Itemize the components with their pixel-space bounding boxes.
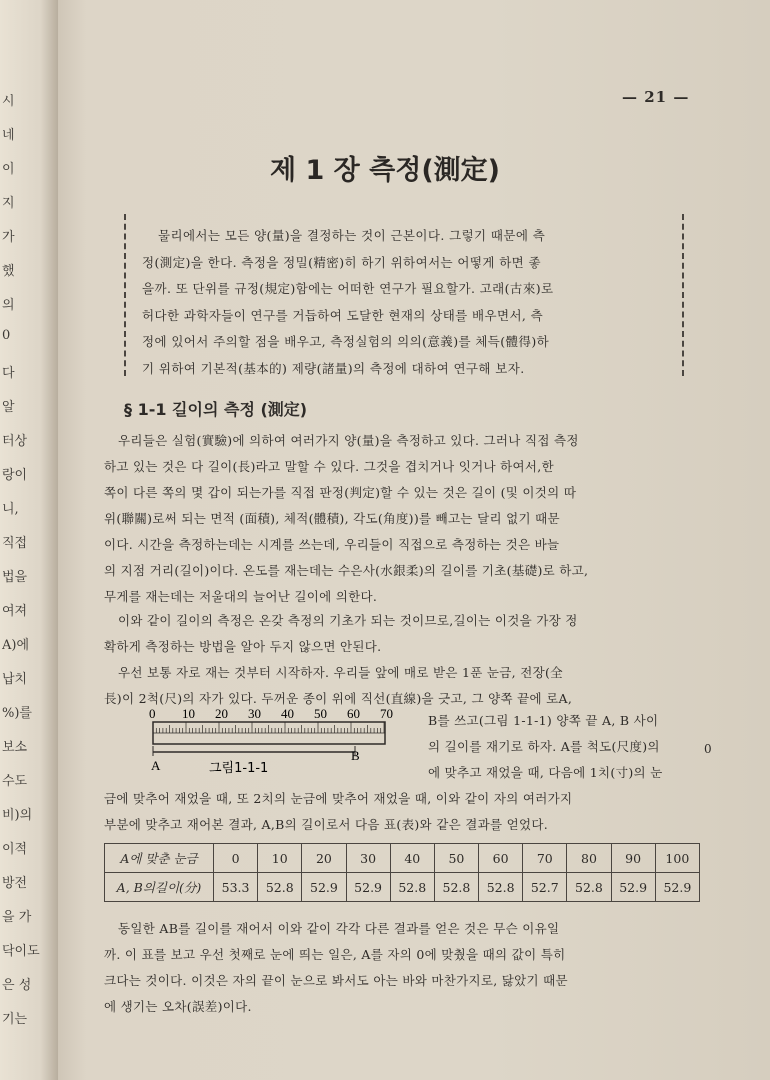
- section-heading: § 1-1 길이의 측정 (測定): [124, 400, 308, 419]
- text-line: 확하게 측정하는 방법을 알아 두지 않으면 안된다.: [104, 639, 382, 654]
- text-line: 의 지점 거리(길이)이다. 온도를 재는데는 수은사(水銀柔)의 길이를 기초(基礎)로 하고,: [104, 563, 589, 578]
- table-cell: 70: [523, 844, 567, 873]
- paragraph-3-right: [428, 708, 710, 786]
- ruler-ticks: [153, 722, 384, 733]
- spine-text: 다: [2, 366, 15, 381]
- text-line: 까. 이 표를 보고 우선 첫째로 눈에 띄는 일은, A를 자의 0에 맞췄을 때의 값이 특히: [104, 947, 566, 962]
- spine-text: 기는: [2, 1012, 28, 1027]
- spine-text: 터상: [2, 434, 28, 449]
- text-line: 우선 보통 자로 재는 것부터 시작하자. 우리들 앞에 매로 받은 1푼 눈금, 전장(全: [118, 665, 563, 680]
- spine-text: 의: [2, 298, 15, 313]
- page-number: — 21 —: [622, 88, 690, 106]
- spine-text: %)를: [2, 706, 32, 721]
- spine-text: 닥이도: [2, 944, 40, 959]
- spine-text: 가: [2, 230, 15, 245]
- intro-text: [142, 223, 672, 382]
- spine-text: 을 가: [2, 910, 32, 925]
- paragraph-4: [104, 786, 708, 838]
- table-cell: 52.9: [346, 873, 390, 902]
- table-header-cell: A에 맞춘 눈금: [105, 844, 214, 873]
- spine-text: 했: [2, 264, 15, 279]
- table-row: [105, 844, 700, 873]
- spine-text: 여져: [2, 604, 28, 619]
- figure-caption: 그림1-1-1: [209, 761, 269, 776]
- spine-text: 지: [2, 196, 15, 211]
- text-line: 이다. 시간을 측정하는데는 시계를 쓰는데, 우리들이 직접으로 측정하는 것은 바늘: [104, 537, 560, 552]
- table-cell: 52.9: [611, 873, 655, 902]
- table-cell: 40: [390, 844, 434, 873]
- table-cell: 50: [434, 844, 478, 873]
- table-cell: 52.8: [479, 873, 523, 902]
- text-line: 동일한 AB를 길이를 재어서 이와 같이 각각 다른 결과를 얻은 것은 무슨 이유일: [118, 921, 560, 936]
- ruler-figure: [145, 702, 395, 782]
- table-cell: 52.8: [258, 873, 302, 902]
- ruler-tick-labels: [149, 706, 393, 721]
- measurement-table: [104, 843, 700, 902]
- spine-text: 보소: [2, 740, 28, 755]
- ruler-tick-label: 50: [314, 706, 327, 721]
- paragraph-5: [104, 916, 708, 1020]
- spine-text: 알: [2, 400, 15, 415]
- intro-line: 을까. 또 단위를 규정(規定)함에는 어떠한 연구가 필요할가. 고래(古來)로: [142, 281, 554, 296]
- table-cell: 0: [214, 844, 258, 873]
- text-line: 쪽이 다른 쪽의 몇 갑이 되는가를 직접 판정(判定)할 수 있는 것은 길이 (및 이것의 따: [104, 485, 577, 500]
- ruler-tick-label: 20: [215, 706, 228, 721]
- intro-line: 기 위하여 기본적(基本的) 제량(諸量)의 측정에 대하여 연구해 보자.: [142, 360, 525, 376]
- table-cell: 20: [302, 844, 346, 873]
- ruler-tick-label: 10: [182, 706, 195, 721]
- text-line: 무게를 재는데는 저울대의 늘어난 길이에 의한다.: [104, 589, 378, 604]
- spine-text: 은 성: [2, 978, 32, 993]
- intro-line: 정에 있어서 주의할 점을 배우고, 측정실험의 의의(意義)를 체득(體得)하: [142, 334, 550, 349]
- table-header-cell: A, B의길이(分): [105, 873, 214, 902]
- intro-line: 물리에서는 모든 양(量)을 결정하는 것이 근본이다. 그렇기 때문에 측: [158, 228, 546, 243]
- text-line: B를 쓰고(그림 1-1-1) 양쪽 끝 A, B 사이: [428, 713, 659, 728]
- ruler-tick-label: 30: [248, 706, 261, 721]
- ruler-tick-label: 0: [149, 706, 156, 721]
- paragraph-1: [104, 428, 708, 610]
- spine-text: 법을: [2, 570, 28, 585]
- spine-text: 납치: [2, 672, 28, 687]
- point-a-label: A: [151, 758, 161, 773]
- chapter-title: 제 1 장 측정(測定): [270, 155, 500, 186]
- table-cell: 100: [655, 844, 699, 873]
- text-line: 하고 있는 것은 다 길이(長)라고 말할 수 있다. 그것을 겹치거나 잇거나 하여서,한: [104, 459, 554, 474]
- table-cell: 52.7: [523, 873, 567, 902]
- spine-text: 랑이: [2, 468, 28, 483]
- ruler-tick-label: 40: [281, 706, 294, 721]
- table-cell: 53.3: [214, 873, 258, 902]
- text-line: 금에 맞추어 재었을 때, 또 2치의 눈금에 맞추어 재었을 때, 이와 같이 자의 여러가지: [104, 791, 573, 806]
- table-cell: 52.8: [567, 873, 611, 902]
- spine-text: 수도: [2, 774, 28, 789]
- spine-text: 이적: [2, 842, 28, 857]
- table-cell: 52.9: [302, 873, 346, 902]
- text-line: 에 생기는 오차(誤差)이다.: [104, 999, 252, 1014]
- spine-text: 직접: [2, 536, 28, 551]
- text-line: 부분에 맞추고 재어본 결과, A,B의 길이로서 다음 표(表)와 같은 결과를 얻었다.: [104, 817, 549, 832]
- spine-text: 이: [2, 162, 15, 177]
- text-line: 우리들은 실험(實驗)에 의하여 여러가지 양(量)을 측정하고 있다. 그러나 직접 측정: [118, 433, 579, 448]
- table-cell: 52.8: [390, 873, 434, 902]
- spine-text: A)에: [2, 638, 30, 653]
- spine-text: 네: [2, 128, 15, 143]
- text-line: 크다는 것이다. 이것은 자의 끝이 눈으로 봐서도 아는 바와 마찬가지로, 닳았기 때문: [104, 973, 568, 988]
- table-cell: 60: [479, 844, 523, 873]
- intro-line: 정(測定)을 한다. 측정을 정밀(精密)히 하기 위하여서는 어떻게 하면 좋: [142, 254, 541, 270]
- spine-text: 비)의: [2, 808, 33, 823]
- table-cell: 52.9: [655, 873, 699, 902]
- table-cell: 80: [567, 844, 611, 873]
- ruler-tick-label: 70: [380, 706, 393, 721]
- point-b-label: B: [351, 748, 360, 763]
- ruler-tick-label: 60: [347, 706, 360, 721]
- table-cell: 10: [258, 844, 302, 873]
- intro-line: 허다한 과학자들이 연구를 거듭하여 도달한 현재의 상태를 배우면서, 측: [142, 307, 544, 323]
- text-line: 이와 같이 길이의 측정은 온갖 측정의 기초가 되는 것이므로,길이는 이것을 가장 정: [118, 613, 578, 628]
- margin-zero: 0: [704, 742, 712, 756]
- table-row: [105, 873, 700, 902]
- paragraph-2: [104, 608, 708, 660]
- text-line: 위(聯關)로써 되는 면적 (面積), 체적(體積), 각도(角度))를 빼고는 달리 없기 때문: [104, 511, 560, 526]
- table-cell: 90: [611, 844, 655, 873]
- text-line: 에 맞추고 재었을 때, 다음에 1치(寸)의 눈: [428, 765, 663, 780]
- spine-text: 니,: [2, 502, 19, 517]
- spine-text: 방전: [2, 876, 28, 891]
- text-line: 의 길이를 재기로 하자. A를 척도(尺度)의: [428, 739, 660, 754]
- table-cell: 30: [346, 844, 390, 873]
- spine-text: 시: [2, 94, 15, 109]
- text-line: 長)이 2척(尺)의 자가 있다. 두꺼운 종이 위에 직선(直線)을 긋고, 그 양쪽 끝에 로A,: [104, 691, 573, 706]
- spine-text: 0: [2, 328, 11, 343]
- table-cell: 52.8: [434, 873, 478, 902]
